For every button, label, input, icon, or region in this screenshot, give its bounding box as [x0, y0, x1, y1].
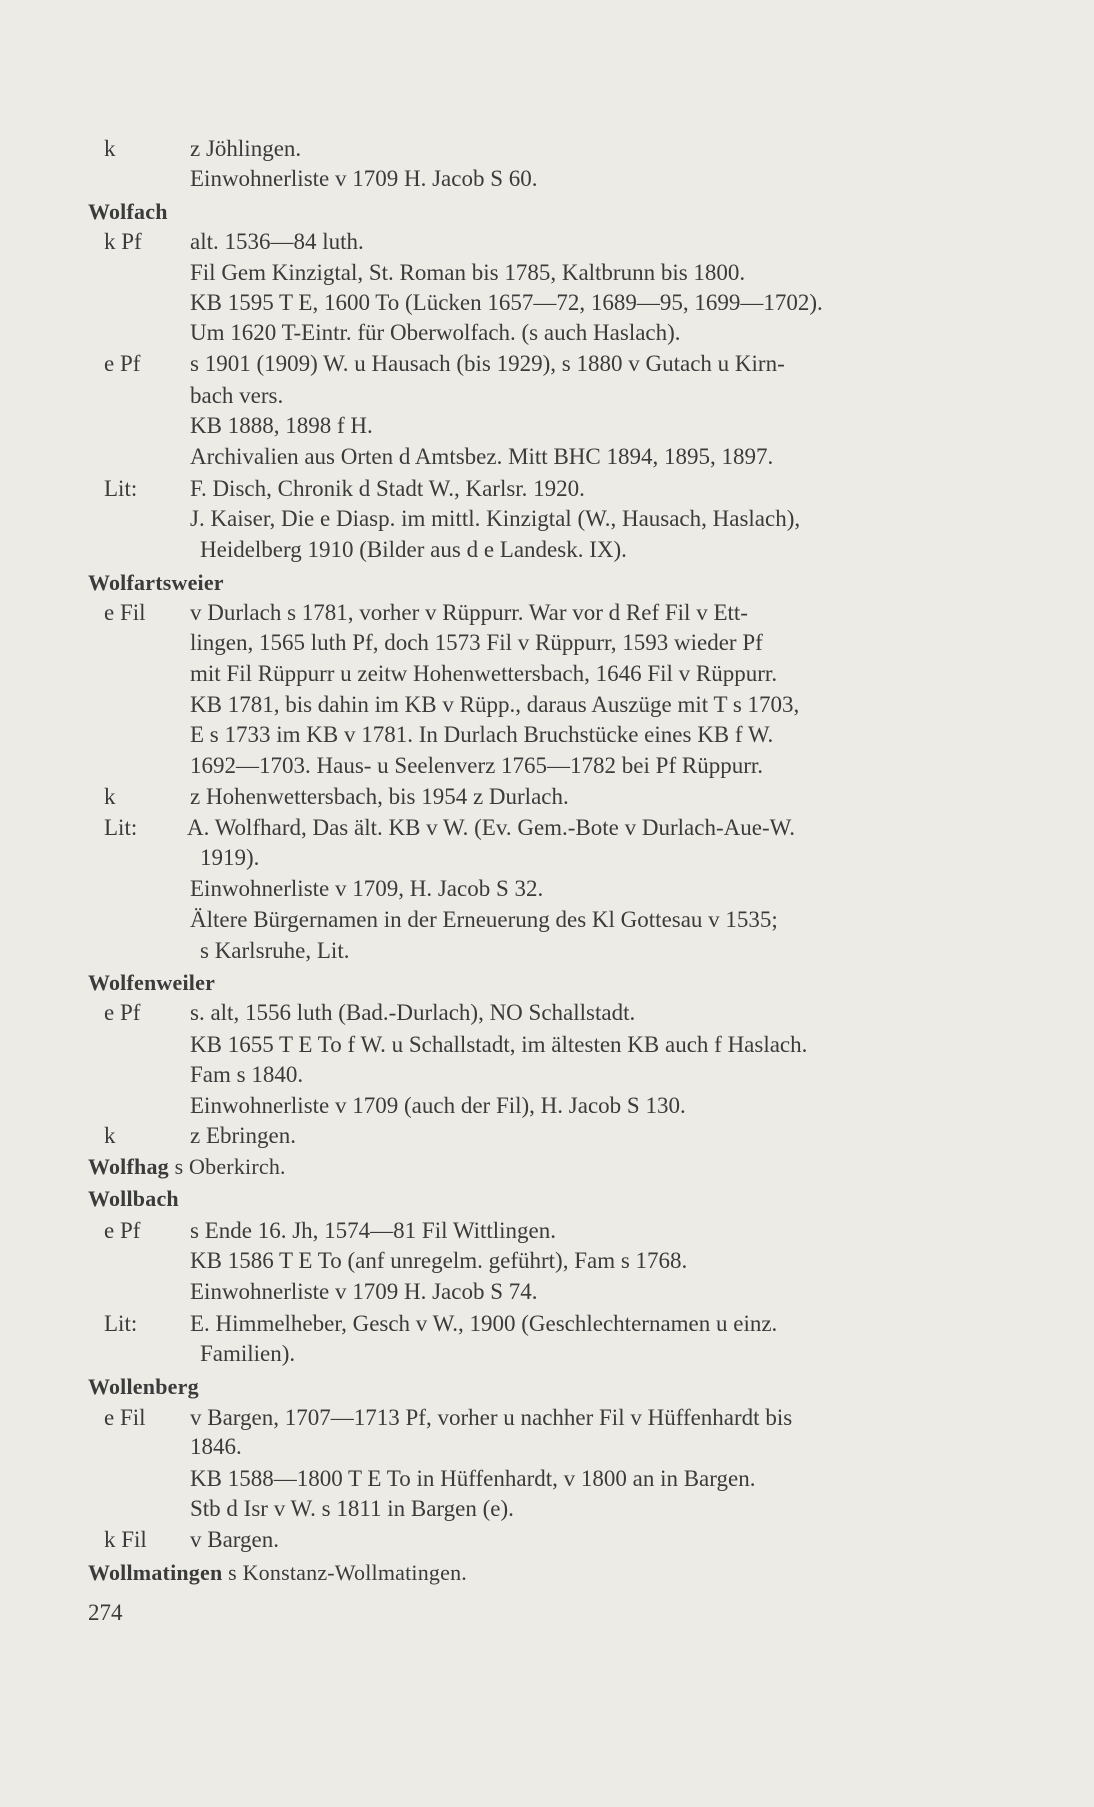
entry-label: Lit:	[104, 815, 138, 840]
entry-line	[0, 317, 1094, 349]
entry-text: Um 1620 T-Eintr. für Oberwolfach. (s auch Haslach).	[190, 320, 681, 345]
entry-text: s Karlsruhe, Lit.	[200, 938, 350, 963]
entry-line	[0, 503, 1094, 535]
place-name: Wolfenweiler	[88, 970, 216, 995]
entry-text: s 1901 (1909) W. u Hausach (bis 1929), s 1880 v Gutach u Kirn-	[190, 351, 785, 376]
entry-text: E. Himmelheber, Gesch v W., 1900 (Geschlechternamen u einz.	[190, 1311, 778, 1336]
entry-line	[0, 627, 1094, 659]
entry-text: Einwohnerliste v 1709 H. Jacob S 60.	[190, 166, 538, 191]
entry-text: A. Wolfhard, Das ält. KB v W. (Ev. Gem.-Bote v Durlach-Aue-W.	[187, 815, 795, 840]
entry-heading	[0, 1183, 1094, 1215]
entry-line	[0, 904, 1094, 936]
entry-line	[0, 1090, 1094, 1122]
entry-line	[0, 133, 1094, 165]
entry-text: v Bargen.	[190, 1527, 280, 1552]
entry-label: e Pf	[104, 351, 141, 376]
entry-text: Heidelberg 1910 (Bilder aus d e Landesk. IX).	[200, 537, 627, 562]
entry-heading	[0, 196, 1094, 228]
entry-text: s Ende 16. Jh, 1574—81 Fil Wittlingen.	[190, 1218, 557, 1243]
entry-line	[0, 1463, 1094, 1495]
entry-line	[0, 1308, 1094, 1340]
entry-line	[0, 1493, 1094, 1525]
entry-text: 1846.	[190, 1434, 242, 1459]
entry-line	[0, 348, 1094, 380]
entry-line	[0, 410, 1094, 442]
entry-text: v Durlach s 1781, vorher v Rüppurr. War vor d Ref Fil v Ett-	[190, 600, 748, 625]
entry-line	[0, 842, 1094, 874]
entry-line	[0, 380, 1094, 412]
entry-text: s. alt, 1556 luth (Bad.-Durlach), NO Schallstadt.	[190, 1000, 636, 1025]
cross-reference: s Konstanz-Wollmatingen.	[228, 1560, 467, 1585]
entry-line	[0, 719, 1094, 751]
place-name-text: Wollmatingen	[88, 1560, 223, 1585]
entry-line	[0, 473, 1094, 505]
entry-text: lingen, 1565 luth Pf, doch 1573 Fil v Rüppurr, 1593 wieder Pf	[190, 630, 763, 655]
entry-line	[0, 997, 1094, 1029]
entry-line	[0, 935, 1094, 967]
entry-label: e Pf	[104, 1218, 141, 1243]
entry-label: Lit:	[104, 476, 138, 501]
entry-text: KB 1595 T E, 1600 To (Lücken 1657—72, 1689—95, 1699—1702).	[190, 290, 823, 315]
entry-text: v Bargen, 1707—1713 Pf, vorher u nachher Fil v Hüffenhardt bis	[190, 1405, 793, 1430]
entry-line	[0, 441, 1094, 473]
place-name: Wollbach	[88, 1186, 179, 1211]
entry-text: z Ebringen.	[190, 1123, 297, 1148]
entry-line	[0, 597, 1094, 629]
entry-line	[0, 1059, 1094, 1091]
entry-heading	[0, 1557, 1094, 1589]
entry-line	[0, 873, 1094, 905]
entry-text: mit Fil Rüppurr u zeitw Hohenwettersbach, 1646 Fil v Rüppurr.	[190, 661, 778, 686]
entry-line	[0, 750, 1094, 782]
entry-label: k Fil	[104, 1527, 147, 1552]
entry-text: Ältere Bürgernamen in der Erneuerung des Kl Gottesau v 1535;	[190, 907, 778, 932]
entry-line	[0, 1215, 1094, 1247]
entry-text: KB 1655 T E To f W. u Schallstadt, im ältesten KB auch f Haslach.	[190, 1032, 808, 1057]
entry-line	[0, 226, 1094, 258]
entry-line	[0, 1431, 1094, 1463]
entry-line	[0, 257, 1094, 289]
entry-line	[0, 1338, 1094, 1370]
entry-text: KB 1588—1800 T E To in Hüffenhardt, v 1800 an in Bargen.	[190, 1466, 756, 1491]
entry-heading	[0, 967, 1094, 999]
entry-text: E s 1733 im KB v 1781. In Durlach Bruchstücke eines KB f W.	[190, 722, 774, 747]
entry-text: bach vers.	[190, 383, 284, 408]
entry-label: k	[104, 784, 116, 809]
entry-line	[0, 689, 1094, 721]
entry-text: Familien).	[200, 1341, 296, 1366]
entry-line	[0, 1245, 1094, 1277]
entry-text: Fam s 1840.	[190, 1062, 304, 1087]
entry-text: Stb d Isr v W. s 1811 in Bargen (e).	[190, 1496, 514, 1521]
entry-text: Einwohnerliste v 1709, H. Jacob S 32.	[190, 876, 544, 901]
entry-line	[0, 163, 1094, 195]
entry-label: e Pf	[104, 1000, 141, 1025]
entry-heading	[0, 567, 1094, 599]
entry-line	[0, 1120, 1094, 1152]
entry-line	[0, 812, 1094, 844]
entry-heading	[0, 1371, 1094, 1403]
place-name	[88, 1557, 467, 1589]
entry-label: k	[104, 1123, 116, 1148]
entry-line	[0, 658, 1094, 690]
entry-text: KB 1586 T E To (anf unregelm. geführt), Fam s 1768.	[190, 1248, 688, 1273]
entry-text: KB 1888, 1898 f H.	[190, 413, 373, 438]
entry-text: Fil Gem Kinzigtal, St. Roman bis 1785, Kaltbrunn bis 1800.	[190, 260, 746, 285]
place-name	[88, 1151, 286, 1183]
entry-label: Lit:	[104, 1311, 138, 1336]
entry-line	[0, 1524, 1094, 1556]
entry-text: 1919).	[200, 845, 260, 870]
entry-heading	[0, 1151, 1094, 1183]
entry-line	[0, 287, 1094, 319]
place-name: Wolfartsweier	[88, 570, 224, 595]
entry-line	[0, 781, 1094, 813]
place-name: Wolfach	[88, 199, 168, 224]
entry-text: Einwohnerliste v 1709 H. Jacob S 74.	[190, 1279, 538, 1304]
entry-text: KB 1781, bis dahin im KB v Rüpp., daraus Auszüge mit T s 1703,	[190, 692, 800, 717]
entry-text: Einwohnerliste v 1709 (auch der Fil), H. Jacob S 130.	[190, 1093, 686, 1118]
entry-text: 1692—1703. Haus- u Seelenverz 1765—1782 bei Pf Rüppurr.	[190, 753, 764, 778]
entry-text: Archivalien aus Orten d Amtsbez. Mitt BHC 1894, 1895, 1897.	[190, 444, 774, 469]
entry-line	[0, 1402, 1094, 1434]
entry-line	[0, 1029, 1094, 1061]
entry-text: J. Kaiser, Die e Diasp. im mittl. Kinzigtal (W., Hausach, Haslach),	[190, 506, 801, 531]
page-number: 274	[88, 1600, 123, 1625]
entry-text: z Jöhlingen.	[190, 136, 302, 161]
entry-label: k Pf	[104, 229, 142, 254]
entry-text: alt. 1536—84 luth.	[190, 229, 364, 254]
entry-label: e Fil	[104, 1405, 146, 1430]
entry-text: F. Disch, Chronik d Stadt W., Karlsr. 1920.	[190, 476, 585, 501]
place-name: Wollenberg	[88, 1374, 199, 1399]
entry-label: k	[104, 136, 116, 161]
entry-text: z Hohenwettersbach, bis 1954 z Durlach.	[190, 784, 569, 809]
entry-label: e Fil	[104, 600, 146, 625]
entry-line	[0, 1276, 1094, 1308]
entry-line	[0, 534, 1094, 566]
cross-reference: s Oberkirch.	[174, 1154, 286, 1179]
place-name-text: Wolfhag	[88, 1154, 169, 1179]
